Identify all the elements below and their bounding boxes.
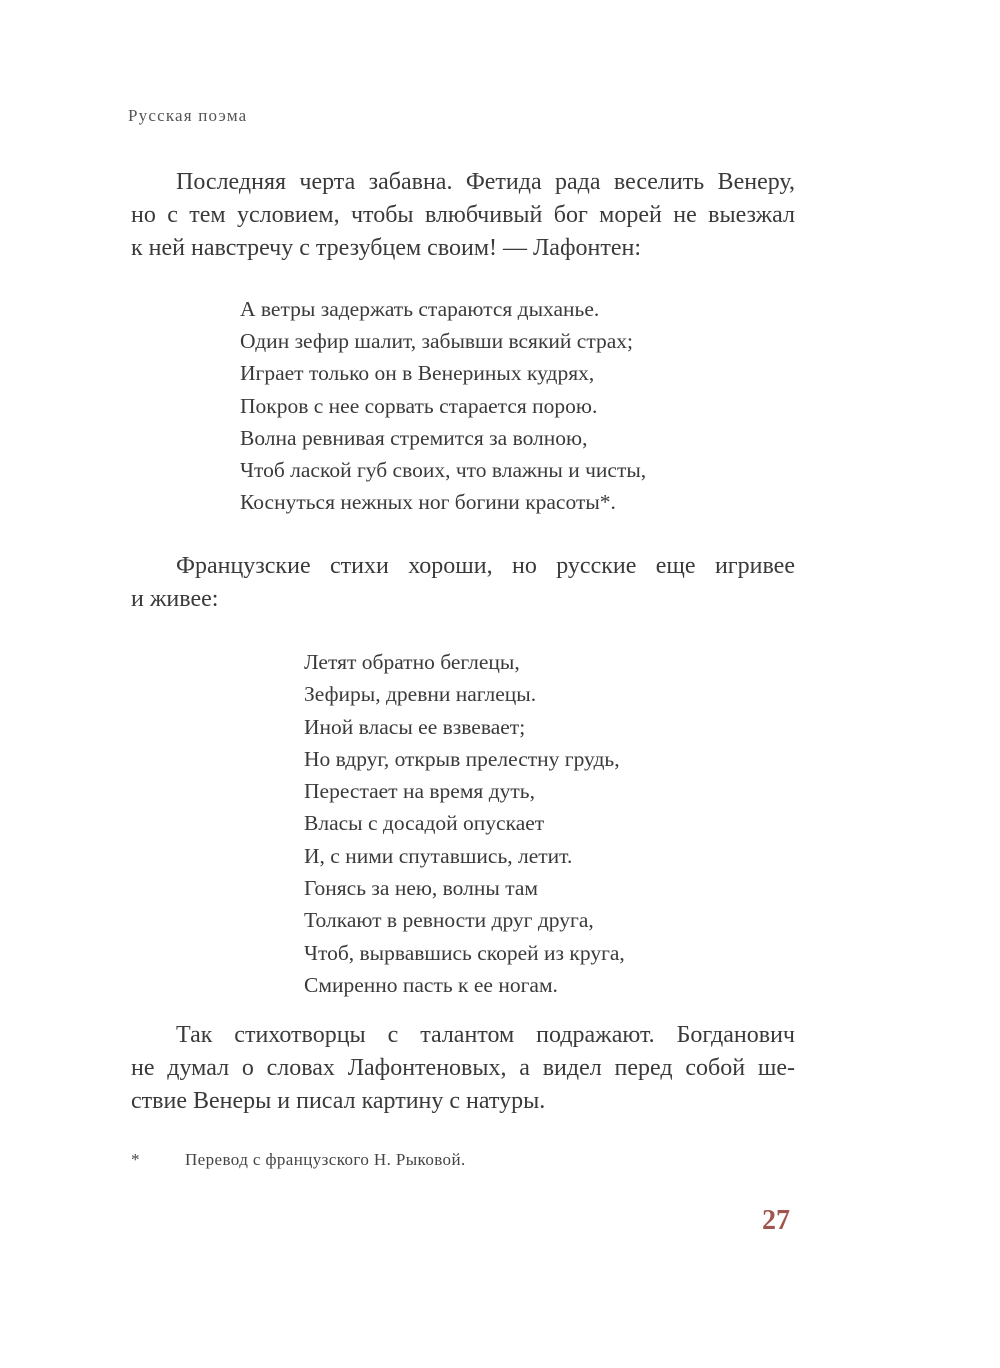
paragraph-2-line: Французские стихи хороши, но русские еще игривее — [176, 553, 795, 579]
verse-line: Играет только он в Венериных кудрях, — [240, 361, 595, 386]
verse-line: Один зефир шалит, забывши всякий страх; — [240, 329, 633, 354]
page-number: 27 — [762, 1205, 790, 1236]
verse-line: Перестает на время дуть, — [304, 779, 535, 804]
paragraph-3-line: не думал о словах Лафонтеновых, а видел перед собой ше- — [131, 1055, 795, 1081]
verse-line: Гонясь за нею, волны там — [304, 876, 539, 901]
verse-line: Чтоб лаской губ своих, что влажны и чисты, — [240, 458, 647, 483]
running-head: Русская поэма — [128, 106, 248, 125]
verse-bogdanovich — [304, 646, 625, 1001]
verse-line: Волна ревнивая стремится за волною, — [240, 425, 588, 450]
verse-line: Покров с нее сорвать старается порою. — [240, 393, 598, 418]
paragraph-2 — [131, 550, 795, 616]
verse-line: Чтоб, вырвавшись скорей из круга, — [304, 940, 625, 965]
paragraph-1 — [131, 166, 795, 265]
verse-line: Иной власы ее взвевает; — [304, 714, 526, 739]
verse-line: Коснуться нежных ног богини красоты*. — [240, 490, 616, 515]
verse-line: А ветры задержать стараются дыханье. — [240, 297, 600, 321]
verse-line: Толкают в ревности друг друга, — [304, 908, 594, 933]
footnote-text: Перевод с французского Н. Рыковой. — [185, 1150, 466, 1169]
paragraph-3-line: Так стихотворцы с талантом подражают. Богданович — [176, 1022, 795, 1048]
paragraph-3 — [131, 1019, 795, 1118]
paragraph-1-line: но с тем условием, чтобы влюбчивый бог морей не выезжал — [131, 202, 795, 228]
verse-line: Смиренно пасть к ее ногам. — [304, 972, 558, 997]
verse-line: Власы с досадой опускает — [304, 811, 545, 836]
footnote-marker: * — [131, 1150, 140, 1169]
verse-line: Но вдруг, открыв прелестну грудь, — [304, 746, 620, 771]
paragraph-1-line: Последняя черта забавна. Фетида рада веселить Венеру, — [176, 169, 795, 195]
paragraph-3-line: ствие Венеры и писал картину с натуры. — [131, 1088, 546, 1114]
verse-line: Летят обратно беглецы, — [304, 650, 520, 674]
verse-line: Зефиры, древни наглецы. — [304, 682, 537, 707]
verse-lafontaine — [240, 293, 646, 518]
verse-line: И, с ними спутавшись, летит. — [304, 843, 573, 868]
paragraph-1-line: к ней навстречу с трезубцем своим! — Лафонтен: — [131, 235, 641, 261]
paragraph-2-line: и живее: — [131, 586, 219, 612]
